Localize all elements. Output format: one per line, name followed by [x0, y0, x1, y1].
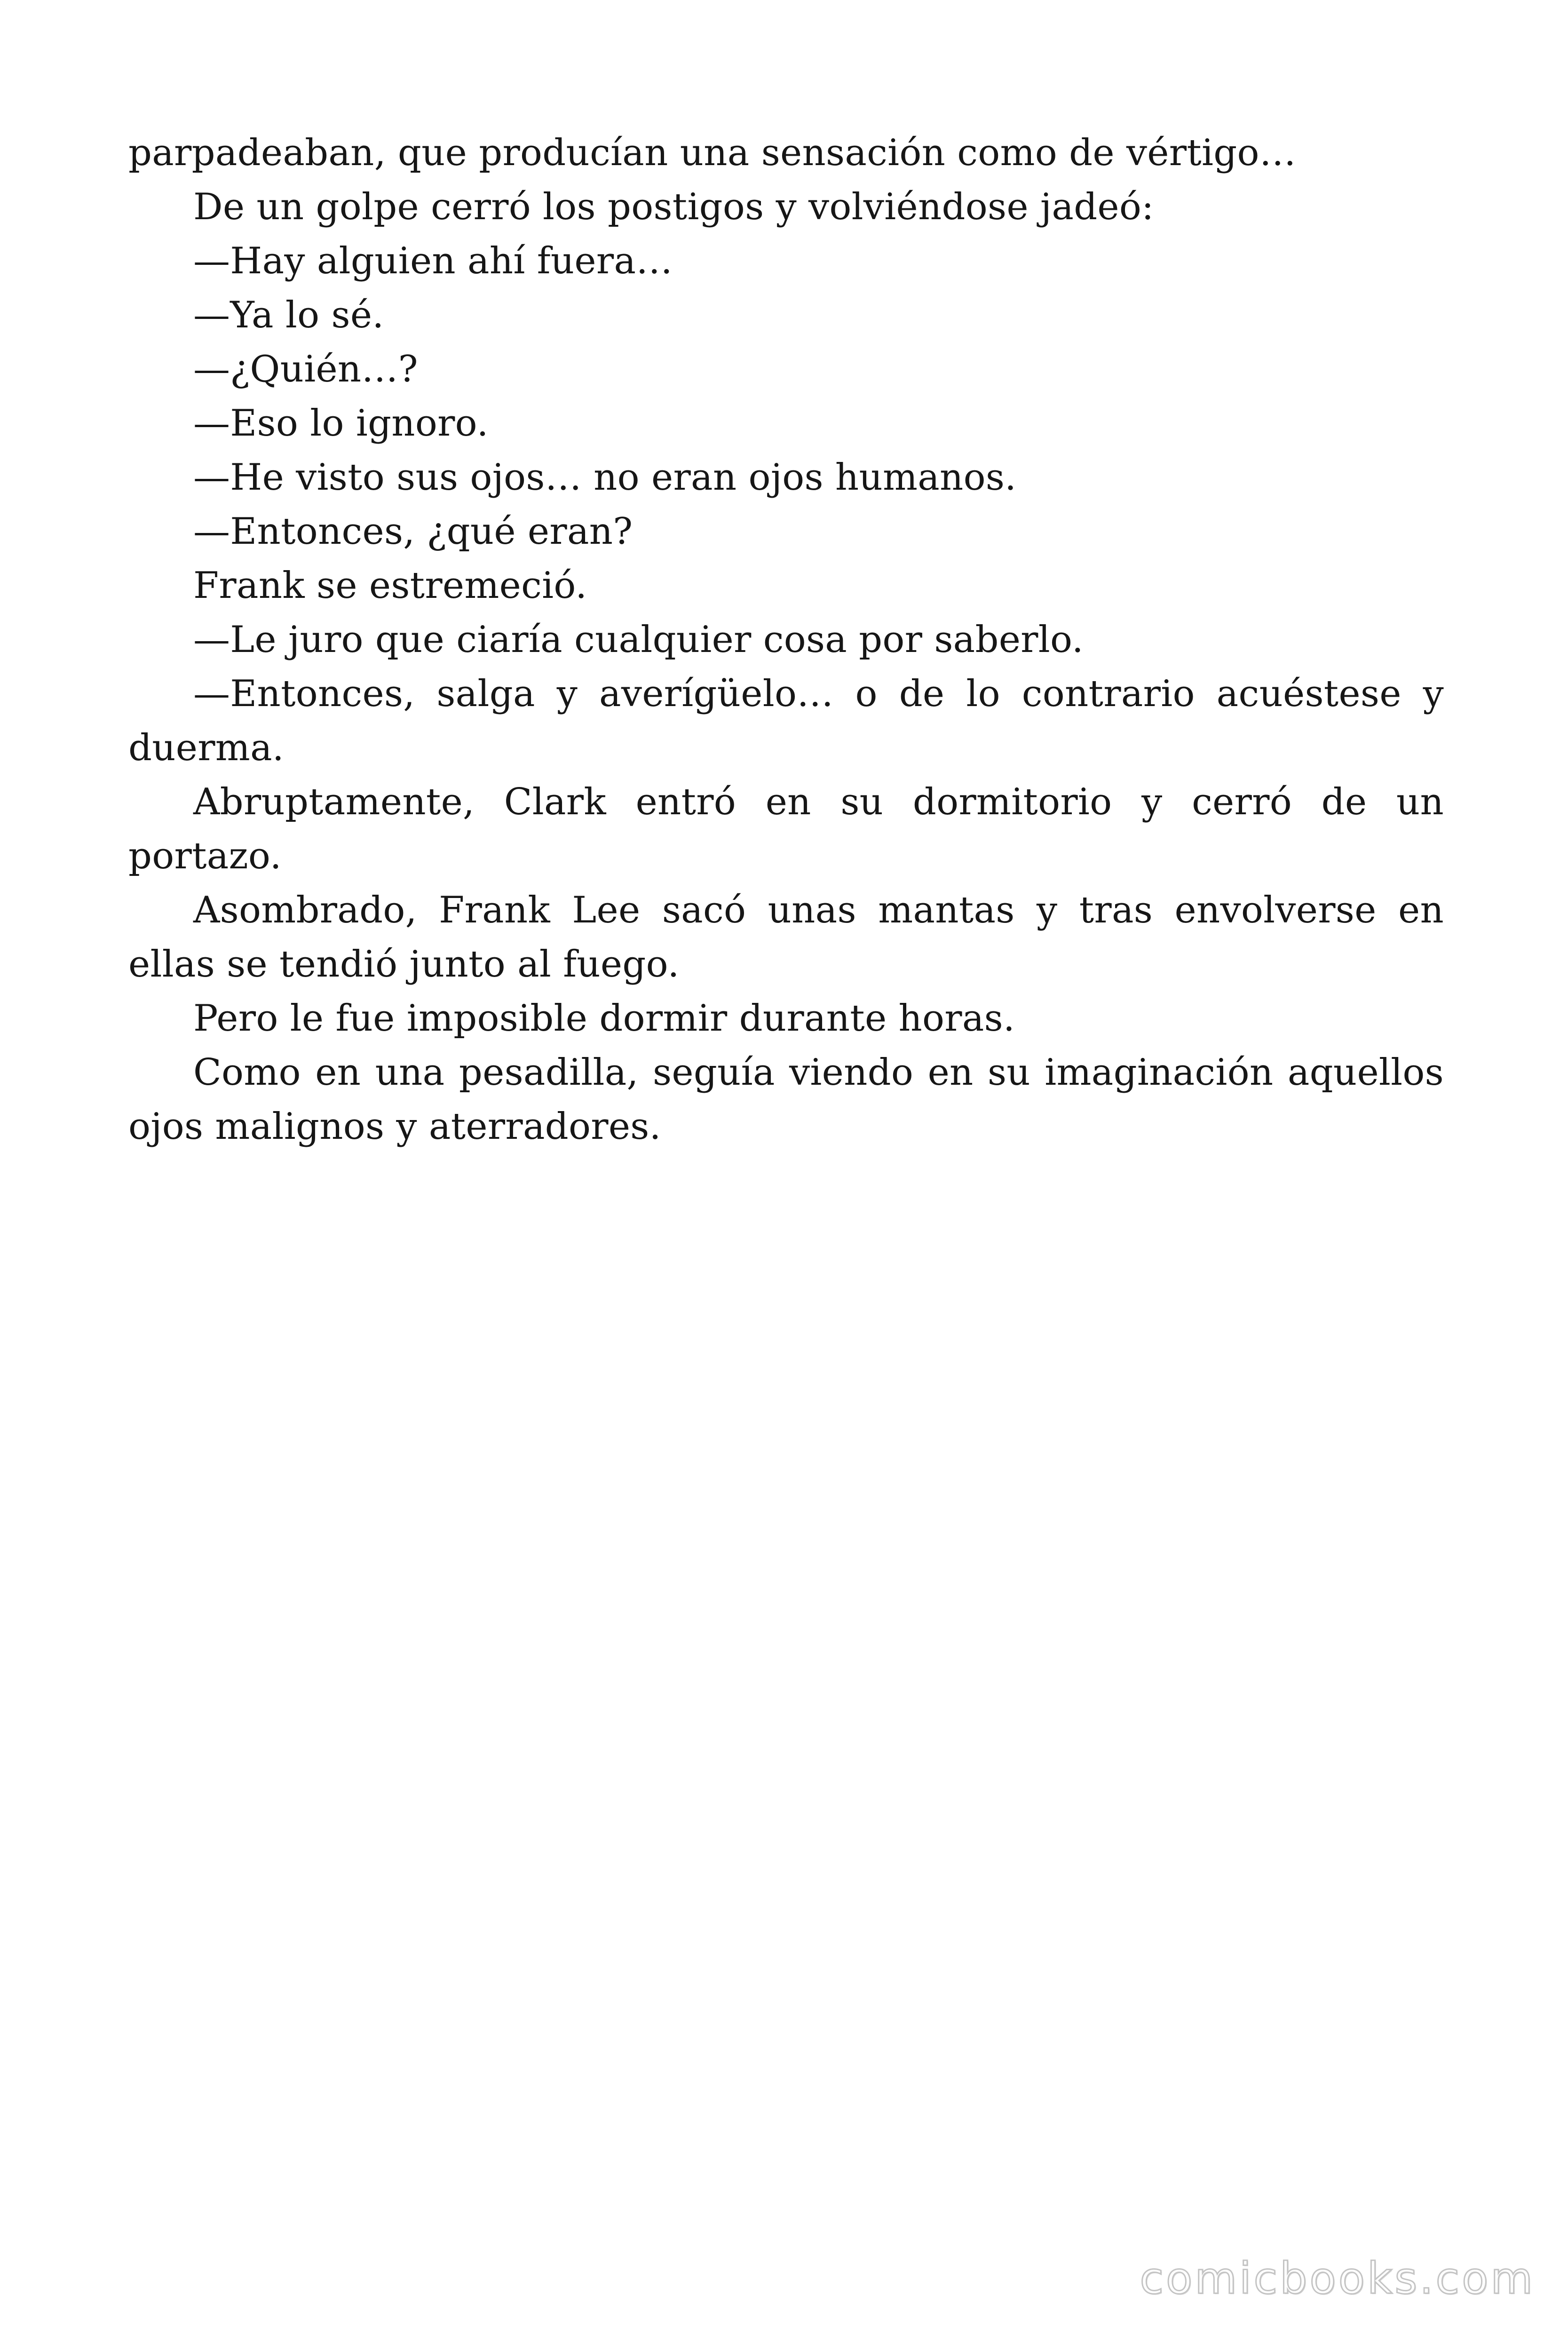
dialogue-line: —Le juro que ciaría cualquier cosa por saberlo.: [193, 619, 1084, 661]
page-text: [128, 126, 1444, 1154]
dialogue-line: —Ya lo sé.: [193, 294, 384, 336]
dialogue-line: —¿Quién…?: [193, 348, 418, 390]
paragraph: Pero le fue imposible dormir durante horas.: [193, 997, 1015, 1040]
paragraph-continuation: parpadeaban, que producían una sensación como de vértigo…: [128, 132, 1297, 174]
paragraph: Como en una pesadilla, seguía viendo en su imaginación aquellos ojos malignos y aterradores.: [128, 1051, 1444, 1148]
dialogue-line: —Entonces, ¿qué eran?: [193, 510, 633, 553]
dialogue-line: —Eso lo ignoro.: [193, 402, 489, 445]
dialogue-line: —Entonces, salga y averígüelo… o de lo contrario acuéstese y duerma.: [128, 673, 1444, 769]
dialogue-line: —Hay alguien ahí fuera…: [193, 240, 673, 282]
watermark-logo: comicbooks.com: [1140, 2253, 1535, 2304]
paragraph: Asombrado, Frank Lee sacó unas mantas y tras envolverse en ellas se tendió junto al fuego.: [128, 889, 1444, 985]
paragraph: Frank se estremeció.: [193, 564, 587, 607]
paragraph: Abruptamente, Clark entró en su dormitorio y cerró de un portazo.: [128, 781, 1444, 877]
dialogue-line: —He visto sus ojos… no eran ojos humanos.: [193, 456, 1017, 499]
paragraph: De un golpe cerró los postigos y volviéndose jadeó:: [193, 186, 1154, 228]
